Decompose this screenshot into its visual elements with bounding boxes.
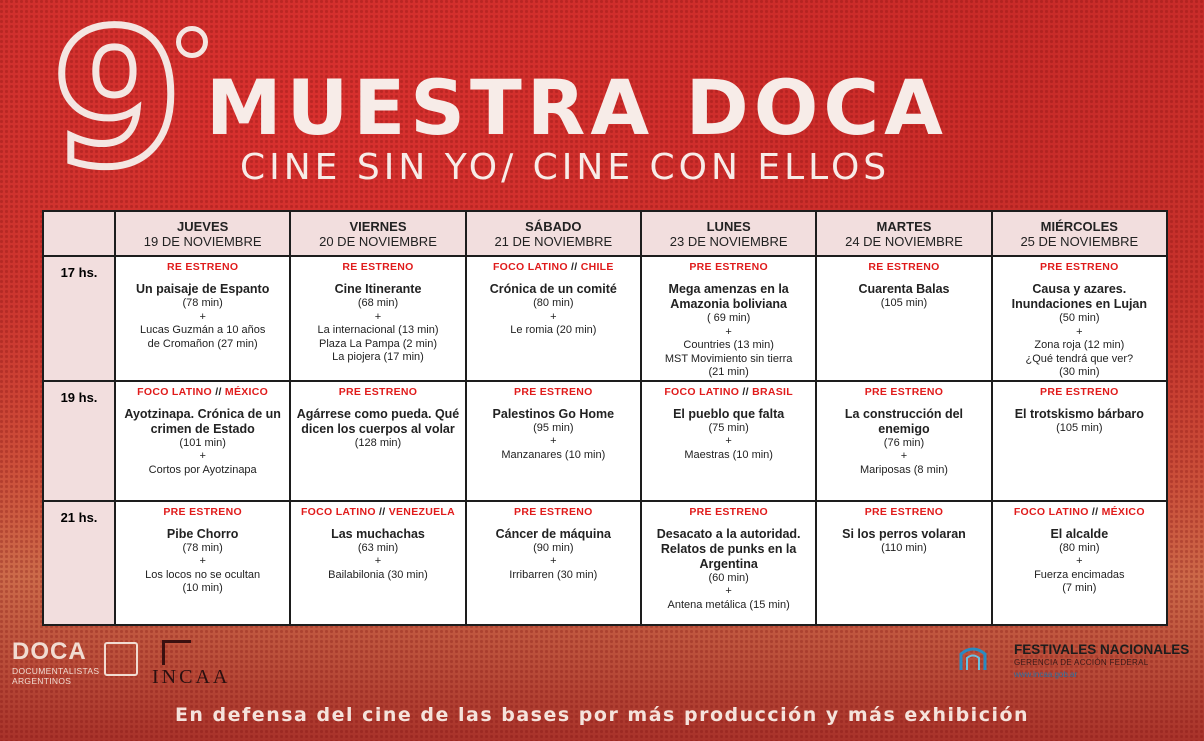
film-title: Desacato a la autoridad. Relatos de punks en la Argentina <box>656 526 801 571</box>
plus-sign: + <box>550 555 557 567</box>
day-name: VIERNES <box>349 218 407 234</box>
film-duration: ( 69 min) <box>706 312 751 324</box>
film-title: Cuarenta Balas <box>858 282 950 296</box>
time-label: 17 hs. <box>43 256 115 381</box>
film-duration: (95 min) <box>533 421 574 434</box>
film-duration: (68 min) <box>357 297 399 309</box>
film-duration: (110 min) <box>881 541 927 554</box>
film-duration: (80 min) <box>533 297 574 309</box>
day-name: LUNES <box>706 218 751 234</box>
film-duration: (80 min) <box>1059 541 1100 554</box>
screening-cell <box>641 381 816 501</box>
screening-cell <box>290 256 465 381</box>
screening-tag: PRE ESTRENO <box>514 385 593 398</box>
plus-sign: + <box>725 435 732 447</box>
film-title: Si los perros volaran <box>842 526 966 541</box>
day-date: 21 DE NOVIEMBRE <box>494 233 613 249</box>
screening-cell <box>290 381 465 501</box>
plus-sign: + <box>199 310 206 323</box>
screening-tag: FOCO LATINO // CHILE <box>492 261 614 273</box>
day-name: SÁBADO <box>525 218 582 234</box>
corner-cell <box>43 211 115 256</box>
plus-sign: + <box>900 450 908 462</box>
plus-sign: + <box>1076 555 1083 567</box>
screening-cell <box>115 501 290 625</box>
time-slot-row <box>43 381 1167 501</box>
page-title: MUESTRA DOCA <box>206 63 948 152</box>
extra-film: Plaza La Pampa (2 min) <box>318 337 437 350</box>
doca-logo <box>12 640 134 684</box>
film-title: Ayotzinapa. Crónica de un crimen de Estado <box>124 406 281 436</box>
screening-cell <box>641 256 816 381</box>
film-title: Agárrese como pueda. Qué dicen los cuerpos al volar <box>296 406 460 436</box>
film-duration: (105 min) <box>1056 421 1103 434</box>
film-title: El trotskismo bárbaro <box>1014 406 1144 421</box>
festival-url: www.incaa.gob.ar <box>1014 670 1078 679</box>
film-duration: (90 min) <box>533 541 574 554</box>
doca-logo-word: DOCA <box>12 638 87 665</box>
film-duration: (78 min) <box>182 297 223 309</box>
festival-subtitle: GERENCIA DE ACCIÓN FEDERAL <box>1014 658 1149 667</box>
film-title: Un paisaje de Espanto <box>135 282 270 296</box>
screening-tag: PRE ESTRENO <box>514 505 593 518</box>
day-name: MARTES <box>876 218 932 234</box>
day-header <box>290 211 465 256</box>
screening-tag: PRE ESTRENO <box>689 505 768 518</box>
extra-film: ¿Qué tendrá que ver? <box>1025 352 1134 365</box>
film-title: Mega amenzas en la Amazonia boliviana <box>668 282 789 311</box>
extra-film: La piojera (17 min) <box>332 351 424 363</box>
incaa-logo <box>152 640 262 686</box>
screening-tag: RE ESTRENO <box>167 261 239 273</box>
extra-film: Le romia (20 min) <box>510 324 597 336</box>
extra-film: (10 min) <box>182 582 223 594</box>
degree-mark <box>176 26 208 58</box>
plus-sign: + <box>550 310 557 323</box>
time-label: 21 hs. <box>43 501 115 625</box>
extra-film: Maestras (10 min) <box>684 448 773 461</box>
plus-sign: + <box>725 325 732 338</box>
film-title: Causa y azares. Inundaciones en Lujan <box>1011 282 1148 311</box>
extra-film: Los locos no se ocultan <box>145 568 261 581</box>
screening-cell <box>992 256 1167 381</box>
screening-cell <box>290 501 465 625</box>
footer-logos <box>0 630 1204 690</box>
screening-cell <box>115 256 290 381</box>
film-title: Las muchachas <box>331 526 425 541</box>
day-date: 23 DE NOVIEMBRE <box>669 233 788 249</box>
schedule-header-row <box>43 211 1167 256</box>
time-slot-row <box>43 256 1167 381</box>
extra-film: (30 min) <box>1059 366 1100 378</box>
film-title: Cáncer de máquina <box>495 526 611 541</box>
screening-tag: PRE ESTRENO <box>689 261 768 273</box>
screening-tag: PRE ESTRENO <box>163 505 242 518</box>
film-title: El pueblo que falta <box>673 406 785 421</box>
header <box>0 0 1204 209</box>
screening-tag: RE ESTRENO <box>868 261 940 273</box>
film-duration: (63 min) <box>357 541 399 554</box>
screening-cell <box>816 256 991 381</box>
screening-cell <box>641 501 816 625</box>
film-duration: (75 min) <box>708 421 749 434</box>
doca-emblem-icon <box>104 642 138 676</box>
day-date: 19 DE NOVIEMBRE <box>143 233 262 249</box>
plus-sign: + <box>725 585 732 597</box>
festival-arch-icon <box>958 644 988 674</box>
extra-film: Bailabilonia (30 min) <box>328 568 428 581</box>
film-title: La construcción del enemigo <box>844 406 964 436</box>
plus-sign: + <box>374 310 382 323</box>
day-header <box>115 211 290 256</box>
screening-tag: FOCO LATINO // MÉXICO <box>1013 505 1145 518</box>
time-label: 19 hs. <box>43 381 115 501</box>
day-date: 24 DE NOVIEMBRE <box>845 233 963 249</box>
day-header <box>641 211 816 256</box>
film-duration: (78 min) <box>182 541 223 554</box>
extra-film: (21 min) <box>708 366 749 378</box>
extra-film: Manzanares (10 min) <box>501 448 606 461</box>
time-slot-row <box>43 501 1167 625</box>
film-strip-icon <box>162 640 191 665</box>
extra-film: Irribarren (30 min) <box>509 568 598 581</box>
extra-film: MST Movimiento sin tierra <box>664 352 793 365</box>
extra-film: Antena metálica (15 min) <box>667 598 790 611</box>
film-duration: (105 min) <box>880 297 928 309</box>
film-title: Pibe Chorro <box>166 526 239 541</box>
extra-film: Mariposas (8 min) <box>859 463 948 476</box>
screening-cell <box>466 256 641 381</box>
slogan: En defensa del cine de las bases por más producción y más exhibición <box>174 704 1030 726</box>
film-duration: (128 min) <box>354 436 402 449</box>
film-duration: (76 min) <box>883 436 925 449</box>
day-date: 25 DE NOVIEMBRE <box>1020 233 1139 249</box>
plus-sign: + <box>199 555 206 567</box>
plus-sign: + <box>1076 325 1083 338</box>
film-title: Palestinos Go Home <box>492 406 615 421</box>
festival-title: FESTIVALES NACIONALES <box>1014 642 1190 657</box>
extra-film: Zona roja (12 min) <box>1034 339 1125 351</box>
film-title: El alcalde <box>1050 526 1109 541</box>
day-header <box>816 211 991 256</box>
screening-cell <box>816 381 991 501</box>
screening-tag: FOCO LATINO // BRASIL <box>664 385 793 398</box>
screening-tag: PRE ESTRENO <box>1040 261 1119 273</box>
film-duration: (50 min) <box>1059 312 1100 324</box>
screening-tag: FOCO LATINO // VENEZUELA <box>300 505 455 518</box>
extra-film: La internacional (13 min) <box>317 324 439 336</box>
screening-cell <box>816 501 991 625</box>
screening-tag: RE ESTRENO <box>342 261 414 273</box>
plus-sign: + <box>550 435 557 447</box>
day-header <box>992 211 1167 256</box>
plus-sign: + <box>199 450 206 462</box>
doca-logo-subtitle: DOCUMENTALISTAS ARGENTINOS <box>12 666 100 686</box>
incaa-logo-word: INCAA <box>152 666 231 688</box>
film-duration: (101 min) <box>179 436 226 449</box>
screening-cell <box>992 381 1167 501</box>
plus-sign: + <box>374 555 382 567</box>
film-title: Crónica de un comité <box>489 282 617 296</box>
screening-cell <box>466 501 641 625</box>
day-date: 20 DE NOVIEMBRE <box>319 233 437 249</box>
screening-tag: PRE ESTRENO <box>1040 385 1119 398</box>
screening-cell <box>466 381 641 501</box>
film-duration: (60 min) <box>708 571 749 584</box>
edition-number: 9 <box>52 0 179 209</box>
screening-cell <box>992 501 1167 625</box>
page-subtitle: CINE SIN YO/ CINE CON ELLOS <box>240 147 891 188</box>
extra-film: (7 min) <box>1062 582 1097 594</box>
screening-tag: PRE ESTRENO <box>864 385 944 398</box>
extra-film: de Cromañon (27 min) <box>147 337 258 350</box>
extra-film: Cortos por Ayotzinapa <box>148 463 257 476</box>
screening-cell <box>115 381 290 501</box>
extra-film: Lucas Guzmán a 10 años <box>139 324 266 336</box>
extra-film: Countries (13 min) <box>683 339 774 351</box>
screening-tag: FOCO LATINO // MÉXICO <box>137 385 269 398</box>
extra-film: Fuerza encimadas <box>1034 568 1125 581</box>
film-title: Cine Itinerante <box>334 282 422 296</box>
schedule-table <box>42 210 1168 626</box>
screening-tag: PRE ESTRENO <box>864 505 944 518</box>
day-header <box>466 211 641 256</box>
festivales-nacionales-logo <box>958 640 1198 686</box>
day-name: JUEVES <box>177 218 229 234</box>
day-name: MIÉRCOLES <box>1040 218 1118 234</box>
screening-tag: PRE ESTRENO <box>338 385 418 398</box>
